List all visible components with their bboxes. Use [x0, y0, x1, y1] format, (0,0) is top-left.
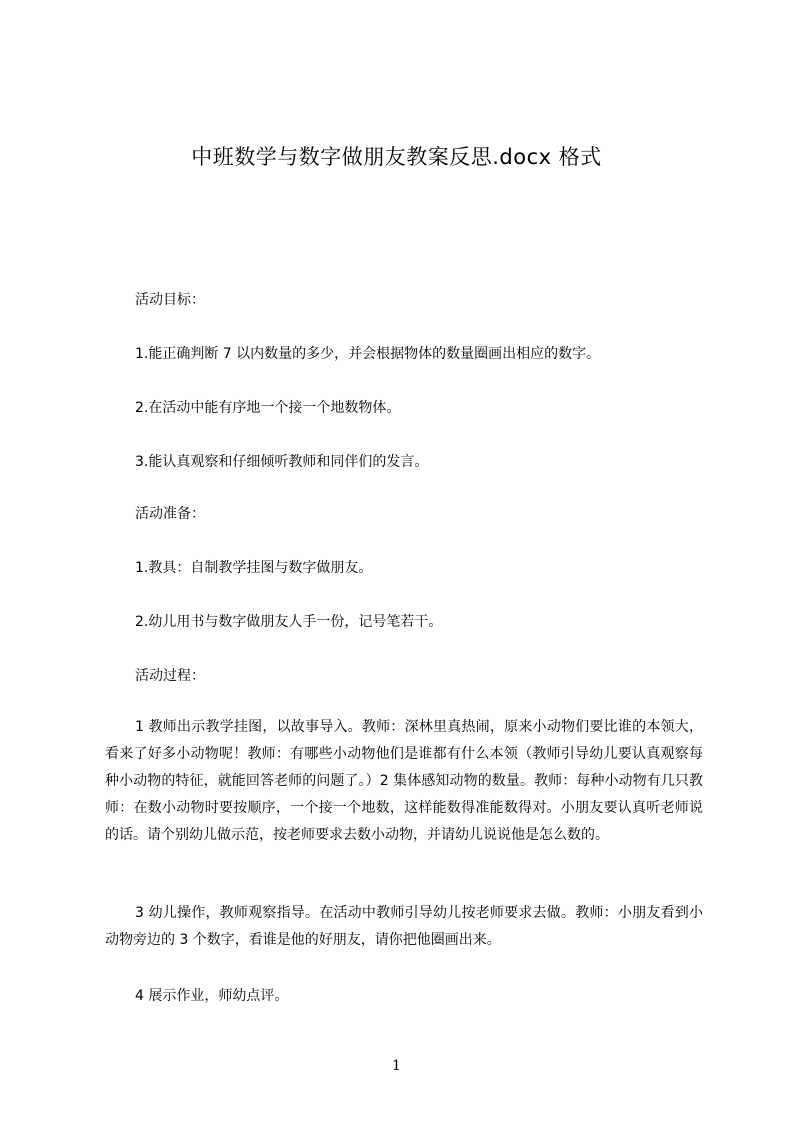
goal-item-3: 3.能认真观察和仔细倾听教师和同伴们的发言。	[135, 454, 429, 470]
prep-item-2: 2.幼儿用书与数字做朋友人手一份，记号笔若干。	[135, 614, 443, 630]
process-heading: 活动过程：	[135, 668, 205, 684]
goal-item-2: 2.在活动中能有序地一个接一个地数物体。	[135, 400, 401, 416]
goal-item-1: 1.能正确判断 7 以内数量的多少，并会根据物体的数量圈画出相应的数字。	[135, 346, 601, 362]
prep-item-1: 1.教具：自制教学挂图与数字做朋友。	[135, 560, 373, 576]
prep-heading: 活动准备：	[135, 506, 205, 522]
document-title: 中班数学与数字做朋友教案反思.docx 格式	[191, 145, 602, 169]
process-paragraph-1: 1 教师出示教学挂图，以故事导入。教师：深林里真热闹，原来小动物们要比谁的本领大，看来了好多小动物呢！教师：有哪些小动物他们是谁都有什么本领（教师引导幼儿要认真观察每种小动物的特征，就能回答老师的问题了。）2 集体感知动物的数量。教师：每种小动物有几只教师：在数小动物时要按顺序，一个接一个地数，这样能数得准能数得对。小朋友要认真听老师说的话。请个别幼儿做示范，按老师要求去数小动物，并请幼儿说说他是怎么数的。	[105, 719, 703, 843]
process-paragraph-3: 4 展示作业，师幼点评。	[135, 988, 289, 1004]
process-paragraph-2: 3 幼儿操作，教师观察指导。在活动中教师引导幼儿按老师要求去做。教师：小朋友看到小动物旁边的 3 个数字，看谁是他的好朋友，请你把他圈画出来。	[105, 905, 703, 948]
page-number: 1	[392, 1058, 401, 1074]
goals-heading: 活动目标：	[135, 292, 205, 308]
